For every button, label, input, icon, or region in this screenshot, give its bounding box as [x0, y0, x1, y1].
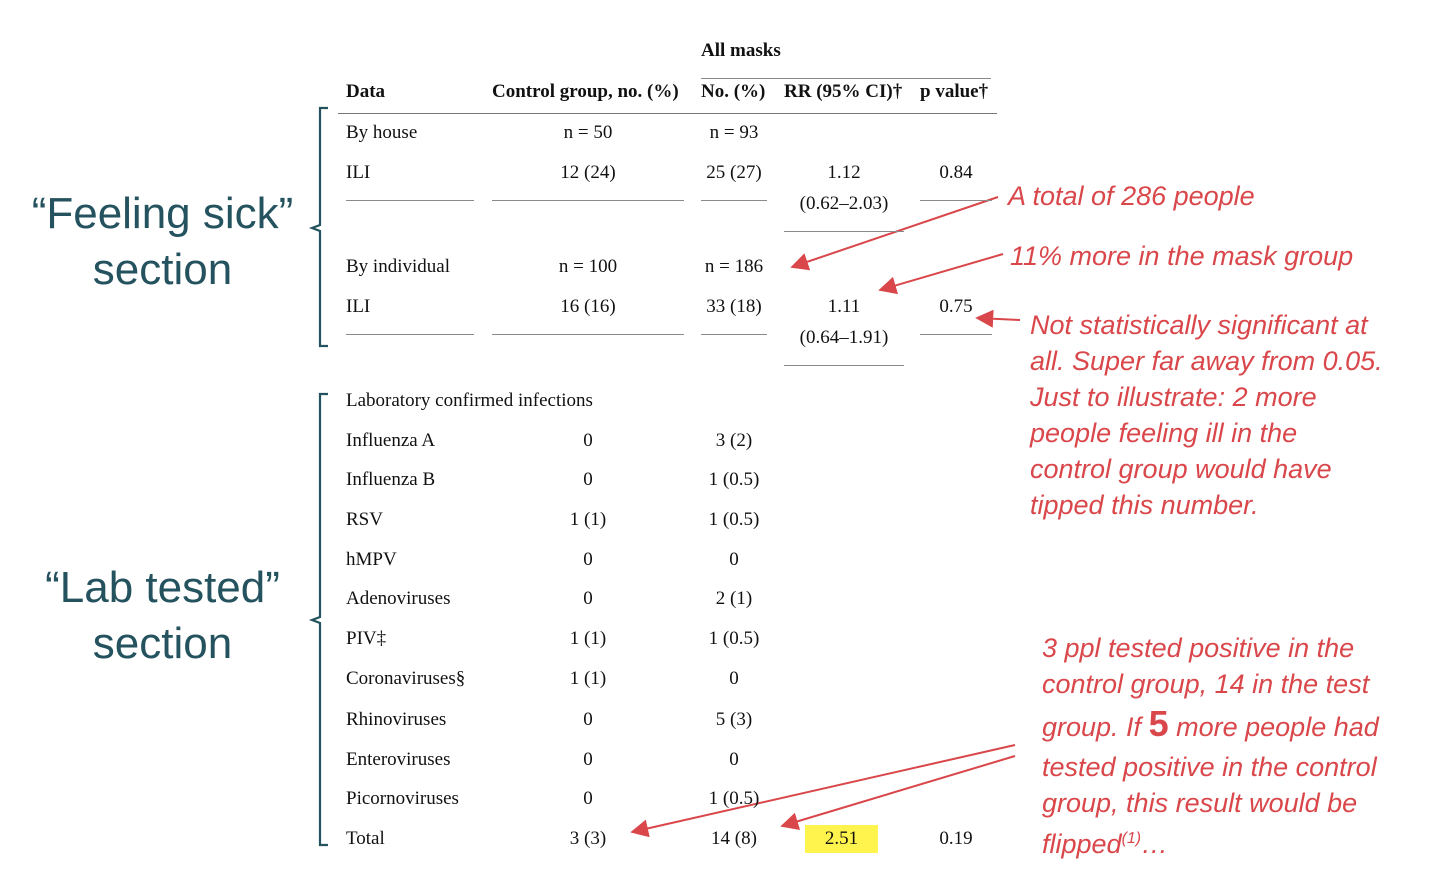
house-rule-rr: [784, 231, 904, 232]
total-rr: 2.51: [824, 828, 859, 849]
annotation-total-people: A total of 286 people: [1008, 181, 1255, 211]
house-rr: 1.12: [827, 162, 861, 183]
annotation-line: [1042, 821, 1379, 862]
all-masks-header: All masks: [701, 40, 781, 61]
lab-row-control: 1 (1): [569, 628, 607, 649]
house-rule-mask: [701, 200, 767, 201]
lab-tested-brace: [312, 394, 328, 845]
lab-row-mask: 1 (0.5): [708, 509, 760, 530]
annotation-eleven-percent: 11% more in the mask group: [1010, 241, 1354, 271]
annotation-line: control group would have: [1030, 454, 1332, 484]
annotation-line: group, this result would be: [1042, 788, 1358, 818]
row-label-by-individual: By individual: [346, 256, 450, 277]
lab-row-label: Influenza B: [346, 469, 436, 490]
individual-ci: (0.64–1.91): [799, 327, 889, 348]
lab-row-mask: 2 (1): [715, 588, 753, 609]
lab-row-control: 0: [583, 788, 593, 809]
header-rule: [338, 113, 997, 114]
lab-confirmed-header: Laboratory confirmed infections: [346, 390, 593, 411]
lab-tested-title: “Lab tested”: [45, 563, 280, 612]
lab-row-label: Influenza A: [346, 430, 436, 451]
individual-ili-control: 16 (16): [560, 296, 616, 317]
lab-row-mask: 1 (0.5): [708, 469, 760, 490]
arrow-eleven-percent: [880, 254, 1003, 290]
individual-n-control: n = 100: [558, 256, 618, 277]
annotation-not-significant: [1030, 307, 1383, 523]
house-rule-control: [492, 200, 684, 201]
annotation-line: [1042, 702, 1379, 749]
house-rule-data: [346, 200, 474, 201]
lab-row-control: 0: [583, 749, 593, 770]
total-p: 0.19: [939, 828, 973, 849]
annotation-line: tested positive in the control: [1042, 752, 1377, 782]
row-label-by-house: By house: [346, 122, 418, 143]
house-n-mask: n = 93: [709, 122, 759, 143]
lab-row-label: Adenoviruses: [346, 588, 451, 609]
lab-row-mask: 1 (0.5): [708, 788, 760, 809]
house-ili-control: 12 (24): [560, 162, 616, 183]
lab-row-label: PIV‡: [346, 628, 387, 649]
lab-row-mask: 3 (2): [715, 430, 753, 451]
col-header-control: Control group, no. (%): [492, 81, 679, 102]
feeling-sick-title: “Feeling sick”: [31, 189, 294, 238]
lab-row-control: 0: [583, 709, 593, 730]
total-label: Total: [346, 828, 385, 849]
lab-tested-subtitle: section: [92, 619, 233, 668]
house-ili-mask: 25 (27): [706, 162, 762, 183]
col-header-mask-no: No. (%): [701, 81, 766, 102]
annotation-emphasis-five: 5: [1148, 703, 1169, 744]
lab-row-label: Rhinoviruses: [346, 709, 447, 730]
house-ci: (0.62–2.03): [799, 193, 889, 214]
annotation-text: flipped: [1042, 829, 1122, 859]
lab-row-control: 0: [583, 549, 593, 570]
lab-row-control: 1 (1): [569, 509, 607, 530]
lab-row-label: Coronaviruses§: [346, 668, 466, 689]
all-masks-rule: [701, 78, 991, 79]
individual-rule-p: [920, 334, 992, 335]
individual-rule-data: [346, 334, 474, 335]
annotation-line: people feeling ill in the: [1030, 418, 1298, 448]
lab-row-control: 0: [583, 588, 593, 609]
lab-row-mask: 1 (0.5): [708, 628, 760, 649]
reference-superscript: (1): [1121, 830, 1142, 847]
lab-row-mask: 0: [729, 749, 739, 770]
annotation-lab-note: [1042, 630, 1379, 862]
lab-row-label: Picornoviruses: [346, 788, 459, 809]
feeling-sick-subtitle: section: [92, 245, 233, 294]
house-ili-label: ILI: [346, 162, 371, 183]
individual-ili-label: ILI: [346, 296, 371, 317]
lab-row-mask: 0: [729, 549, 739, 570]
lab-row-control: 0: [583, 430, 593, 451]
annotation-line: 3 ppl tested positive in the: [1042, 633, 1355, 663]
house-rule-p: [920, 200, 992, 201]
annotation-line: Just to illustrate: 2 more: [1030, 382, 1317, 412]
total-control: 3 (3): [569, 828, 607, 849]
col-header-p: p value†: [920, 81, 989, 102]
individual-n-mask: n = 186: [704, 256, 764, 277]
lab-row-label: RSV: [346, 509, 383, 530]
individual-p: 0.75: [939, 296, 973, 317]
annotation-line: Not statistically significant at: [1030, 310, 1368, 340]
individual-rule-mask: [701, 334, 767, 335]
house-n-control: n = 50: [563, 122, 613, 143]
house-p: 0.84: [939, 162, 973, 183]
individual-rr: 1.11: [827, 296, 861, 317]
col-header-rr: RR (95% CI)†: [784, 81, 903, 102]
annotation-line: all. Super far away from 0.05.: [1030, 346, 1383, 376]
feeling-sick-brace: [312, 108, 328, 346]
arrow-total-control: [632, 745, 1015, 832]
lab-row-label: Enteroviruses: [346, 749, 451, 770]
lab-row-mask: 5 (3): [715, 709, 753, 730]
total-mask: 14 (8): [711, 828, 757, 849]
lab-row-mask: 0: [729, 668, 739, 689]
col-header-data: Data: [346, 81, 386, 102]
lab-row-label: hMPV: [346, 549, 397, 570]
lab-row-control: 0: [583, 469, 593, 490]
annotation-text: more people had: [1168, 712, 1379, 742]
annotation-text: group. If: [1042, 712, 1149, 742]
annotation-line: control group, 14 in the test: [1042, 669, 1370, 699]
arrow-not-significant: [977, 318, 1020, 320]
individual-ili-mask: 33 (18): [706, 296, 762, 317]
lab-row-control: 1 (1): [569, 668, 607, 689]
individual-rule-rr: [784, 365, 904, 366]
annotation-text: …: [1141, 829, 1169, 859]
annotation-line: tipped this number.: [1030, 490, 1259, 520]
individual-rule-control: [492, 334, 684, 335]
